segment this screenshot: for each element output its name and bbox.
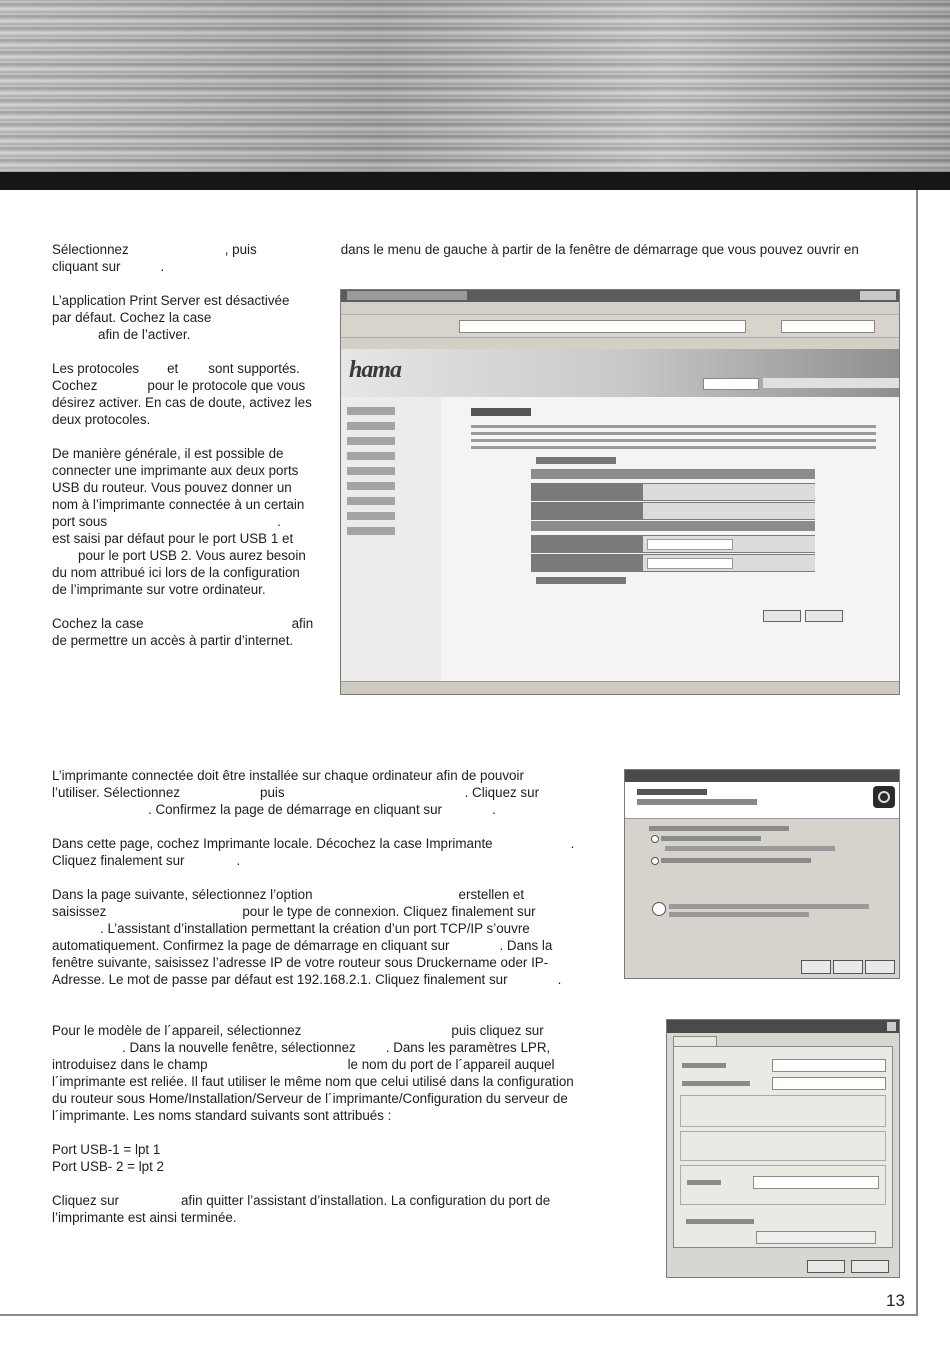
text-line: par défaut. Cochez la case [52, 310, 212, 325]
print-server-paragraph [52, 292, 334, 343]
protocol-row [531, 483, 815, 501]
text-line: pour le type de connexion. Cliquez finalement sur [242, 904, 536, 919]
wizard-option-line [661, 836, 761, 841]
text-line: port sous [52, 514, 108, 529]
panel-heading [471, 408, 531, 416]
text-line: nom à l’imprimante connectée à un certain [52, 497, 305, 512]
header-brushed-metal-band [0, 0, 950, 172]
wizard-question-line [649, 826, 789, 831]
port-name-label [682, 1063, 726, 1068]
local-printer-radio [651, 835, 659, 843]
intro-text: Sélectionnez [52, 242, 129, 257]
port-settings-panel [673, 1046, 893, 1248]
panel-description [471, 425, 876, 449]
text-line: l´imprimante est reliée. Il faut utiliser le même nom que celui utilisé dans la configuration [52, 1074, 574, 1089]
add-printer-wizard-screenshot [624, 769, 900, 979]
protocol-support-bar [531, 469, 815, 479]
wizard-option-line [661, 858, 811, 863]
network-printer-radio [651, 857, 659, 865]
text-line: de permettre un accès à partir d’internet. [52, 633, 294, 648]
browser-toolbar [341, 315, 899, 338]
intro-paragraph [52, 241, 912, 275]
text-line: . [492, 802, 496, 817]
text-line: est saisi par défaut pour le port USB 1 et [52, 531, 294, 546]
enable-checkbox-row [536, 457, 616, 464]
install-paragraph [52, 767, 612, 818]
text-line: . [236, 853, 241, 868]
wizard-hint-line [669, 912, 809, 917]
ok-button [807, 1260, 845, 1273]
text-line: Cochez [52, 378, 98, 393]
printer-name-row [531, 554, 815, 572]
back-button [801, 960, 831, 974]
text-line: USB du routeur. Vous pouvez donner un [52, 480, 292, 495]
text-line: désirez activer. En cas de doute, activez les [52, 395, 312, 410]
text-line: . [277, 514, 281, 529]
close-icon [887, 1022, 896, 1031]
print-server-panel [441, 397, 899, 681]
cancel-button [851, 1260, 889, 1273]
cancel-button [865, 960, 895, 974]
installation-column [52, 767, 612, 1005]
router-banner [341, 349, 899, 397]
intro-text: dans le menu de gauche à partir de la fenêtre de démarrage que vous pouvez ouvrir en [340, 242, 859, 257]
browser-title-bar [341, 290, 899, 302]
text-line: l’utiliser. Sélectionnez [52, 785, 181, 800]
right-margin-rule [916, 190, 918, 1315]
port-name-field [772, 1059, 886, 1072]
text-line: De manière générale, il est possible de [52, 446, 284, 461]
text-line: du routeur sous Home/Installation/Serveur de l´imprimante/Configuration du serveur de [52, 1091, 568, 1106]
text-line: L’imprimante connectée doit être installée sur chaque ordinateur afin de pouvoir [52, 768, 524, 783]
queue-name-label [687, 1180, 721, 1185]
text-line: saisissez [52, 904, 107, 919]
info-icon [652, 902, 666, 916]
text-line: l’imprimante est ainsi terminée. [52, 1210, 237, 1225]
text-line: Dans la page suivante, sélectionnez l’option [52, 887, 313, 902]
text-line: deux protocoles. [52, 412, 151, 427]
protocols-paragraph [52, 360, 334, 428]
port-names-paragraph [52, 1141, 622, 1175]
text-line: . [570, 836, 575, 851]
wizard-option-line [665, 846, 835, 851]
links-bar [341, 338, 899, 348]
text-line: L’application Print Server est désactivée [52, 293, 290, 308]
text-line: connecter une imprimante aux deux ports [52, 463, 299, 478]
text-line: . Dans la nouvelle fenêtre, sélectionnez [122, 1040, 356, 1055]
wizard-hint-line [669, 904, 869, 909]
dialog-title-bar [667, 1020, 899, 1033]
text-line: du nom attribué ici lors de la configuration [52, 565, 300, 580]
bottom-rule [0, 1314, 918, 1316]
text-line: . Cliquez sur [464, 785, 540, 800]
ports-paragraph [52, 445, 334, 598]
browser-menu-bar [341, 302, 899, 315]
text-line: l´imprimante. Les noms standard suivants sont attribués : [52, 1108, 392, 1123]
configuration-bar [531, 521, 815, 531]
text-line: Port USB- 2 = lpt 2 [52, 1159, 165, 1174]
text-line: sont supportés. [208, 361, 300, 376]
text-line: Cliquez finalement sur [52, 853, 185, 868]
model-paragraph [52, 1022, 622, 1124]
search-box [781, 320, 875, 333]
apply-button [763, 610, 801, 622]
print-server-column [52, 292, 334, 666]
printer-ip-label [682, 1081, 750, 1086]
intro-text: . [160, 259, 165, 274]
text-line: puis cliquez sur [451, 1023, 544, 1038]
local-printer-paragraph [52, 835, 612, 869]
print-server-browser-screenshot [340, 289, 900, 695]
community-field [756, 1231, 876, 1244]
text-line: automatiquement. Confirmez la page de démarrage en cliquant sur [52, 938, 450, 953]
port-option-paragraph [52, 886, 612, 988]
queue-name-field [753, 1176, 879, 1189]
text-line: fenêtre suivante, saisissez l’adresse IP de votre routeur sous Druckername oder IP- [52, 955, 549, 970]
page-number: 13 [886, 1291, 905, 1310]
header-dark-bar [0, 172, 950, 190]
wizard-header [625, 782, 899, 819]
text-line: Dans cette page, cochez Imprimante locale. Décochez la case Imprimante [52, 836, 493, 851]
finish-paragraph [52, 1192, 622, 1226]
text-line: . [557, 972, 562, 987]
raw-settings-group [680, 1131, 886, 1161]
internet-access-paragraph [52, 615, 334, 649]
lpr-column [52, 1022, 622, 1243]
text-line: . Confirmez la page de démarrage en cliquant sur [148, 802, 443, 817]
next-button [833, 960, 863, 974]
router-side-menu [341, 397, 441, 681]
text-line: Port USB-1 = lpt 1 [52, 1142, 161, 1157]
text-line: afin de l’activer. [98, 327, 191, 342]
language-select [703, 378, 759, 390]
text-line: erstellen et [458, 887, 525, 902]
cancel-button [805, 610, 843, 622]
address-bar [459, 320, 746, 333]
tcpip-port-dialog-screenshot [666, 1019, 900, 1278]
text-line: et [167, 361, 179, 376]
wizard-title-bar [625, 770, 899, 782]
lpr-settings-group [680, 1165, 886, 1205]
text-line: puis [260, 785, 285, 800]
printer-ip-field [772, 1077, 886, 1090]
browser-status-bar [341, 681, 899, 695]
text-line: Cliquez sur [52, 1193, 119, 1208]
protocol-group [680, 1095, 886, 1127]
text-line: pour le port USB 2. Vous aurez besoin [78, 548, 306, 563]
text-line: . Dans la [499, 938, 553, 953]
text-line: introduisez dans le champ [52, 1057, 208, 1072]
hama-logo: hama [349, 357, 402, 383]
text-line: pour le protocole que vous [147, 378, 306, 393]
text-line: . L’assistant d’installation permettant la création d’un port TCP/IP s’ouvre [100, 921, 530, 936]
snmp-label [686, 1219, 754, 1224]
text-line: . Dans les paramètres LPR, [385, 1040, 551, 1055]
intro-text: , puis [224, 242, 257, 257]
top-navigation [763, 378, 899, 388]
text-line: afin quitter l’assistant d’installation. La configuration du port de [180, 1193, 551, 1208]
internet-printing-row [536, 577, 626, 584]
text-line: Les protocoles [52, 361, 140, 376]
text-line: Adresse. Le mot de passe par défaut est 192.168.2.1. Cliquez finalement sur [52, 972, 508, 987]
protocol-row [531, 502, 815, 520]
printer-name-row [531, 535, 815, 553]
text-line: de l’imprimante sur votre ordinateur. [52, 582, 266, 597]
text-line: Pour le modèle de l´appareil, sélectionnez [52, 1023, 302, 1038]
text-line: afin [291, 616, 314, 631]
text-line: le nom du port de l´appareil auquel [347, 1057, 555, 1072]
intro-text: cliquant sur [52, 259, 121, 274]
printer-wizard-icon [873, 786, 895, 808]
text-line: Cochez la case [52, 616, 144, 631]
